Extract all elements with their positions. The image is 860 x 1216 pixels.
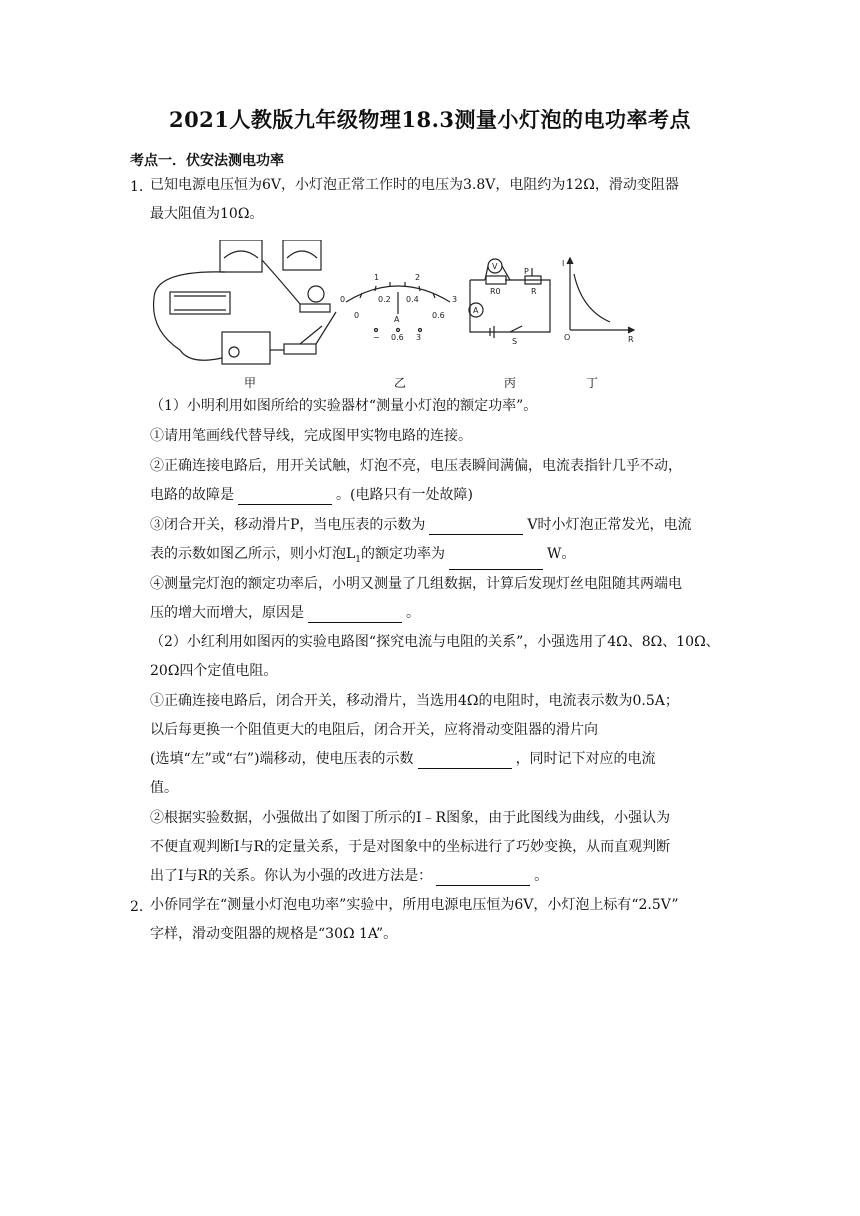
- dial-unit: A: [394, 315, 400, 324]
- answer-blank-method[interactable]: [436, 871, 530, 886]
- circuit-label-v: V: [492, 262, 498, 271]
- graph-label-i: I: [562, 259, 565, 268]
- circuit-label-a: A: [473, 306, 479, 315]
- dial-label-bot-0: 0: [354, 311, 360, 320]
- switch-device: [284, 344, 316, 354]
- dial-label-06: 0.6: [432, 311, 445, 320]
- q1-part-1-item-2a: ②正确连接电路后，用开关试触，灯泡不亮，电压表瞬间满偏，电流表指针几乎不动，: [150, 458, 682, 474]
- q1-part-1-item-3a: ③闭合开关，移动滑片P，当电压表的示数为 V时小灯泡正常发光，电流: [150, 517, 692, 533]
- circuit-r0: [486, 276, 506, 284]
- q1-stem-line-1: 已知电源电压恒为6V，小灯泡正常工作时的电压为3.8V，电阻约为12Ω，滑动变阻器: [150, 177, 679, 193]
- circuit-label-r: R: [531, 287, 537, 296]
- circuit-label-s: S: [512, 337, 518, 346]
- question-1-number: 1．: [130, 179, 153, 195]
- q2-stem-line-1: 小侨同学在“测量小灯泡电功率”实验中，所用电源电压恒为6V，小灯泡上标有“2.5V”: [150, 897, 679, 913]
- answer-blank-fault[interactable]: [238, 490, 332, 505]
- power-supply-device: [222, 332, 270, 364]
- answer-blank-voltmeter[interactable]: [418, 754, 512, 769]
- dial-label-top-0: 0: [340, 295, 346, 304]
- bulb-device: [308, 286, 324, 302]
- dial-label-04: 0.4: [406, 295, 419, 304]
- q1-part-2-item-2b: 不便直观判断I与R的定量关系，于是对图象中的坐标进行了巧妙变换，从而直观判断: [150, 839, 671, 855]
- terminal-minus: −: [373, 333, 380, 342]
- answer-blank-reason[interactable]: [308, 608, 402, 623]
- q1-part-1-item-4a: ④测量完灯泡的额定功率后，小明又测量了几组数据，计算后发现灯丝电阻随其两端电: [150, 576, 682, 592]
- question-2-number: 2．: [130, 899, 153, 915]
- answer-blank-voltage[interactable]: [429, 520, 523, 535]
- section-heading: 考点一．伏安法测电功率: [130, 153, 284, 169]
- q1-part-2-item-1c: (选填“左”或“右”)端移动，使电压表的示数 ，同时记下对应的电流: [150, 751, 656, 767]
- dial-label-2: 2: [415, 273, 421, 282]
- q1-part-2-item-1d: 值。: [150, 780, 178, 796]
- terminal-06: 0.6: [391, 333, 404, 342]
- q1-part-2-item-2c: 出了I与R的关系。你认为小强的改进方法是： 。: [150, 868, 549, 884]
- caption-bing: 丙: [504, 376, 517, 390]
- q1-figure: [150, 240, 650, 390]
- caption-yi: 乙: [394, 376, 407, 390]
- rheostat-device: [170, 292, 230, 314]
- circuit-label-r0: R0: [490, 287, 501, 296]
- ammeter-device: [283, 240, 321, 270]
- page-title: 2021人教版九年级物理18.3测量小灯泡的电功率考点: [168, 107, 692, 132]
- answer-blank-power[interactable]: [449, 555, 543, 570]
- figure-bing-circuit: [469, 259, 550, 338]
- q1-part-1-item-2b: 电路的故障是 。(电路只有一处故障): [150, 487, 473, 503]
- caption-ding: 丁: [586, 376, 599, 390]
- q1-stem-line-2: 最大阻值为10Ω。: [150, 206, 264, 222]
- q1-part-2-item-1a: ①正确连接电路后，闭合开关，移动滑片，当选用4Ω的电阻时，电流表示数为0.5A；: [150, 693, 679, 709]
- q1-part-2-intro-2: 20Ω四个定值电阻。: [150, 663, 278, 679]
- q1-part-2-item-1b: 以后每更换一个阻值更大的电阻后，闭合开关，应将滑动变阻器的滑片向: [150, 722, 598, 738]
- figure-ding-graph: [567, 258, 634, 333]
- figure-yi-ammeter-dial: [346, 282, 450, 332]
- q1-part-1-item-1: ①请用笔画线代替导线，完成图甲实物电路的连接。: [150, 428, 472, 444]
- q1-part-1-item-3b: 表的示数如图乙所示，则小灯泡$L_1$的额定功率为 W。: [150, 544, 575, 570]
- dial-label-1: 1: [374, 273, 380, 282]
- circuit-label-p: P: [524, 267, 529, 276]
- q1-part-2-intro: （2）小红利用如图丙的实验电路图“探究电流与电阻的关系”，小强选用了4Ω、8Ω、10Ω、: [150, 634, 720, 650]
- q1-part-1-item-4b: 压的增大而增大，原因是 。: [150, 605, 420, 621]
- graph-label-o: O: [564, 333, 571, 342]
- q1-part-1-intro: （1）小明利用如图所给的实验器材“测量小灯泡的额定功率”。: [150, 398, 538, 414]
- q1-part-2-item-2a: ②根据实验数据，小强做出了如图丁所示的I﹣R图象，由于此图线为曲线，小强认为: [150, 810, 671, 826]
- figure-jia-apparatus: [154, 240, 336, 364]
- dial-label-02: 0.2: [378, 295, 391, 304]
- q2-stem-line-2: 字样，滑动变阻器的规格是“30Ω 1A”。: [150, 926, 398, 942]
- terminal-3: 3: [416, 333, 422, 342]
- graph-curve: [574, 274, 610, 322]
- dial-label-3: 3: [452, 295, 458, 304]
- caption-jia: 甲: [244, 376, 257, 390]
- graph-label-r: R: [628, 335, 634, 344]
